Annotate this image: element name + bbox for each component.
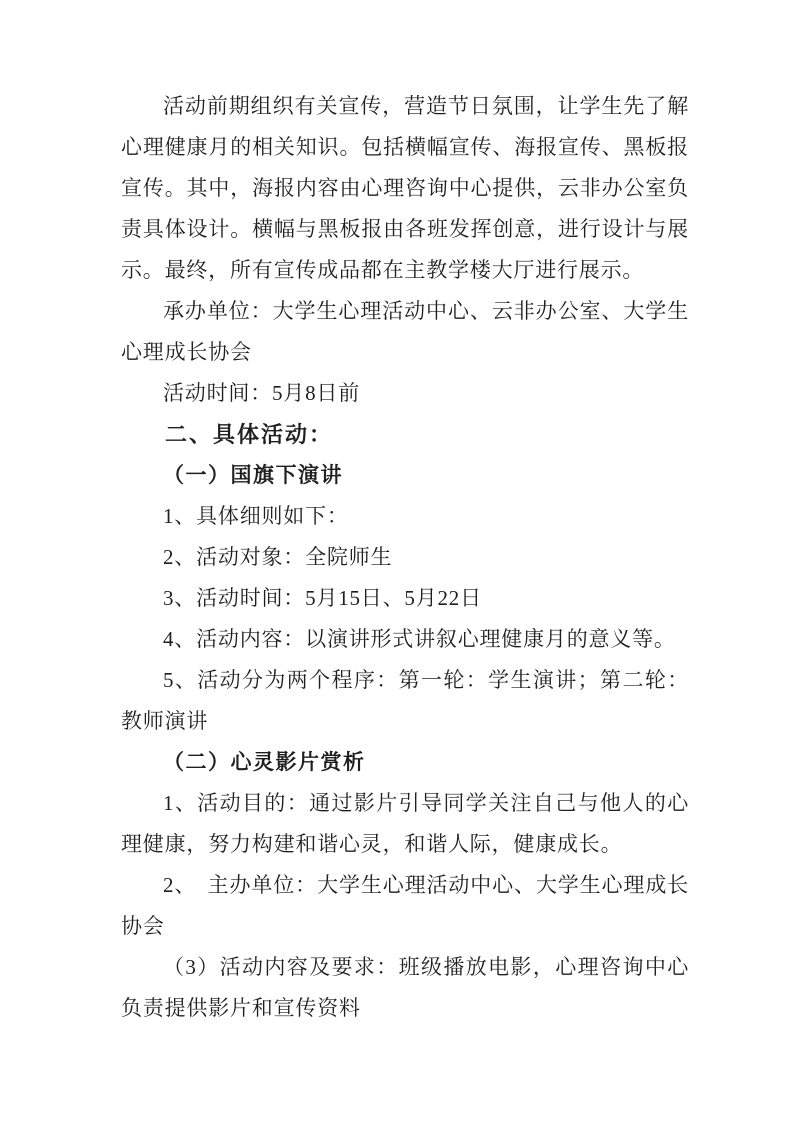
- heading-subsection-one-flag-speech: （一）国旗下演讲: [163, 464, 343, 487]
- paragraph-undertaking-units: 承办单位：大学生心理活动中心、云非办公室、大学生心理成长协会: [121, 299, 689, 364]
- paragraph-publicity-intro: 活动前期组织有关宣传，营造节日氛围，让学生先了解心理健康月的相关知识。包括横幅宣传、海报宣传、黑板报宣传。其中，海报内容由心理咨询中心提供，云非办公室负责具体设计。横幅与黑板报由各班发挥创意，进行设计与展示。最终，所有宣传成品都在主教学楼大厅进行展示。: [121, 94, 689, 282]
- item-host-units: 2、 主办单位：大学生心理活动中心、大学生心理成长协会: [121, 873, 689, 938]
- item-content-and-requirements: （3）活动内容及要求：班级播放电影，心理咨询中心负责提供影片和宣传资料: [121, 955, 689, 1020]
- item-detailed-rules: 1、具体细则如下：: [163, 504, 349, 528]
- document-content: [121, 86, 689, 1029]
- heading-section-two-specific-activities: 二、具体活动：: [165, 422, 334, 447]
- item-activity-target: 2、活动对象：全院师生: [163, 545, 393, 569]
- item-activity-purpose: 1、活动目的：通过影片引导同学关注自己与他人的心理健康，努力构建和谐心灵，和谐人际，健康成长。: [121, 791, 689, 856]
- paragraph-activity-time: 活动时间：5月8日前: [163, 381, 360, 405]
- item-activity-dates: 3、活动时间：5月15日、5月22日: [163, 586, 482, 610]
- item-activity-content: 4、活动内容：以演讲形式讲叙心理健康月的意义等。: [163, 627, 676, 651]
- item-activity-procedure: 5、活动分为两个程序：第一轮：学生演讲；第二轮：教师演讲: [121, 668, 689, 733]
- heading-subsection-two-film-appreciation: （二）心灵影片赏析: [163, 751, 366, 774]
